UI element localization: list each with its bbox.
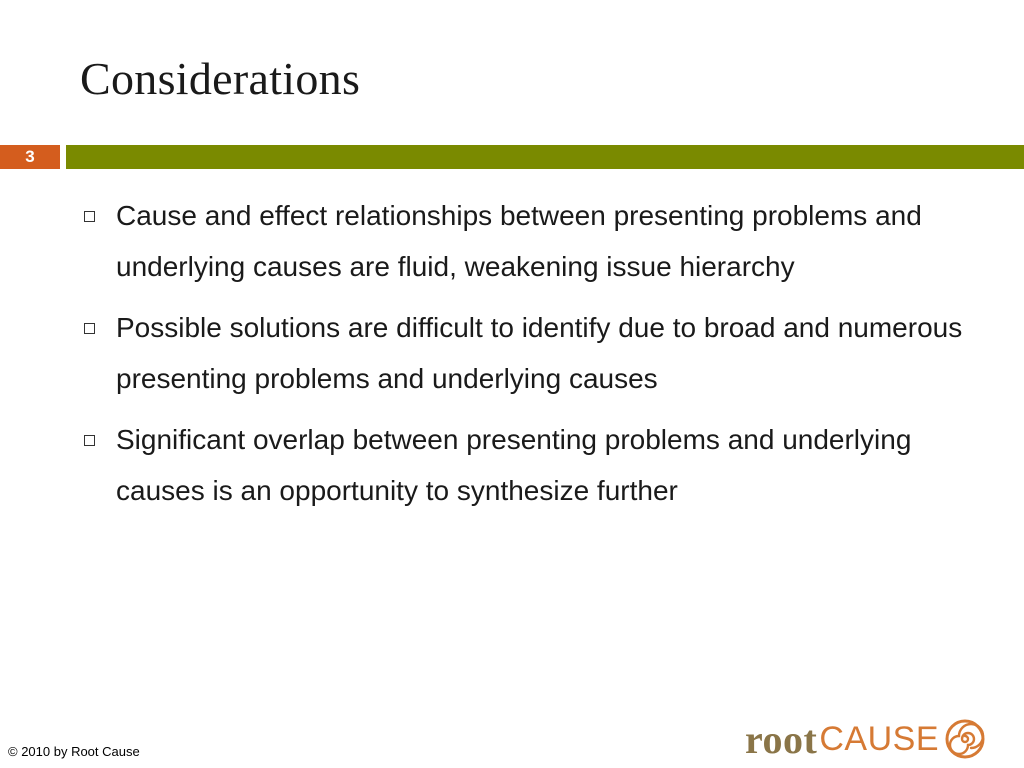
slide-title: Considerations: [80, 53, 361, 104]
bullet-text: Possible solutions are difficult to identify due to broad and numerous presenting problems and underlying causes: [116, 312, 963, 394]
copyright-text: © 2010 by Root Cause: [8, 744, 140, 759]
spiral-icon: [945, 719, 985, 759]
bullet-list: [80, 190, 1005, 526]
bullet-item: [80, 190, 1005, 292]
bullet-item: [80, 414, 1005, 516]
root-cause-logo: [745, 714, 985, 764]
header-divider-bar: [66, 145, 1024, 169]
bullet-text: Cause and effect relationships between presenting problems and underlying causes are fluid, weakening issue hierarchy: [116, 200, 922, 282]
bullet-item: [80, 302, 1005, 404]
square-bullet-icon: [80, 302, 116, 354]
logo-text-cause: CAUSE: [819, 719, 939, 758]
square-bullet-icon: [80, 414, 116, 466]
slide-number-badge: 3: [0, 145, 60, 169]
square-bullet-icon: [80, 190, 116, 242]
bullet-text: Significant overlap between presenting problems and underlying causes is an opportunity to synthesize further: [116, 424, 912, 506]
logo-text-root: root: [745, 716, 818, 762]
